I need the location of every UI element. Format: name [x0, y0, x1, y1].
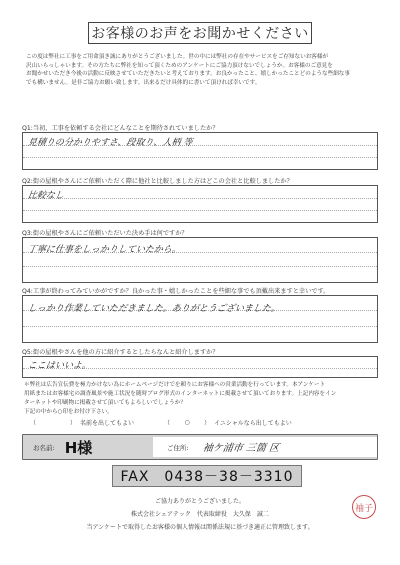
footer-thanks: ご協力ありがとうございました。	[154, 498, 245, 505]
question-4-answer-box[interactable]	[22, 295, 378, 343]
name-label: お名前:	[33, 443, 55, 452]
intro-line: 沢山いらっしゃいます。その方たちに弊社を知って頂くためのアンケートにご協力頂けないでしょうか。お客様のご意見を	[26, 62, 333, 69]
customer-name-group	[33, 435, 92, 459]
question-4-answer: しっかり作業していただきました。ありがとうございました。	[27, 304, 281, 314]
question-2-answer-box[interactable]	[22, 185, 378, 223]
question-3-answer: 丁寧に仕事をしっかりしていたから。	[27, 245, 182, 255]
question-1-answer-box[interactable]	[22, 132, 378, 170]
question-1-label: Q1:当初、工事を依頼する会社にどんなことを期待されていましたか？	[22, 125, 219, 132]
question-4-label: Q4:工事が終わってみていかがですか？良かった事・嬉しかったことを些細な事でも頂戴出来ますと幸いです。	[22, 288, 330, 295]
customer-info-bar	[22, 434, 378, 460]
notice-line: ＊弊社は広告宣伝費を極力かけない為にホームページだけでを頼りにお客様への営業活動を行っています。本アンケート	[24, 382, 326, 388]
intro-text	[26, 53, 376, 87]
publication-notice	[24, 381, 376, 417]
notice-line: ターネットや印刷物に掲載させて頂いてもよろしいでしょうか？	[24, 400, 186, 406]
footer-privacy: 当アンケートで取得したお客様の個人情報は関係法規に基づき適正に管理致します。	[86, 524, 314, 531]
customer-name[interactable]: H様	[64, 438, 93, 457]
seal-stamp: 袖子	[352, 495, 376, 519]
question-5-label: Q5:街の屋根やさんを他の方に紹介するとしたらなんと紹介しますか？	[22, 349, 219, 356]
question-2-answer: 比較なし	[27, 191, 65, 201]
question-5-answer-box[interactable]	[22, 356, 378, 378]
question-1-answer: 見積りの分かりやすさ、段取り、人柄 等	[27, 138, 194, 148]
question-2-label: Q2:街の屋根やさんにご依頼いただく際に他社と比較しました方はどこの会社と比較しましたか？	[22, 178, 293, 185]
address-field[interactable]	[153, 437, 377, 457]
consent-option-initials[interactable]: （ ○ ） イニシャルなら出してもよい	[164, 419, 292, 427]
form-title: お客様のお声をお聞かせください	[88, 22, 312, 44]
intro-line: この度は弊社に工事をご用命頂き誠にありがとうございました。世の中には弊社の存在やサービスをご存知ないお客様が	[26, 54, 329, 60]
customer-address: 袖ケ浦市 三箇 区	[201, 443, 280, 454]
address-label: ご住所:	[167, 444, 189, 452]
question-5-answer: ここはいいよ。	[27, 361, 92, 371]
fax-number: FAX 0438－38－3310	[112, 465, 302, 487]
consent-option-name[interactable]: （ ） 名前を出してもよい	[30, 420, 135, 427]
notice-line: 用紙またはお客様宅の調査風景や施工状況を随時ブログ形式のインターネットに掲載させて頂いております。上記内容をイン	[24, 391, 337, 397]
consent-label: 名前を出してもよい	[80, 420, 135, 427]
intro-line: でも構いません。是非ご協力お願い致します。出来るだけ具体的に書いて頂ければ幸いです。	[26, 79, 261, 86]
footer-company: 株式会社シェアテック 代表取締役 大久保 誠二	[131, 511, 269, 518]
consent-mark: ○	[184, 419, 190, 426]
intro-line: お聞かせいただき今後の活動に反映させていただきたいと考えております。お良かったこと、嬉しかったことどのような些細な事	[26, 71, 350, 78]
consent-label: イニシャルなら出してもよい	[214, 420, 292, 427]
notice-line: 下記の中から○印をお付け下さい。	[24, 409, 113, 415]
consent-options	[30, 418, 292, 427]
question-3-answer-box[interactable]	[22, 237, 378, 283]
question-3-label: Q3:街の屋根やさんにご依頼いただいた決め手は何ですか？	[22, 230, 188, 237]
